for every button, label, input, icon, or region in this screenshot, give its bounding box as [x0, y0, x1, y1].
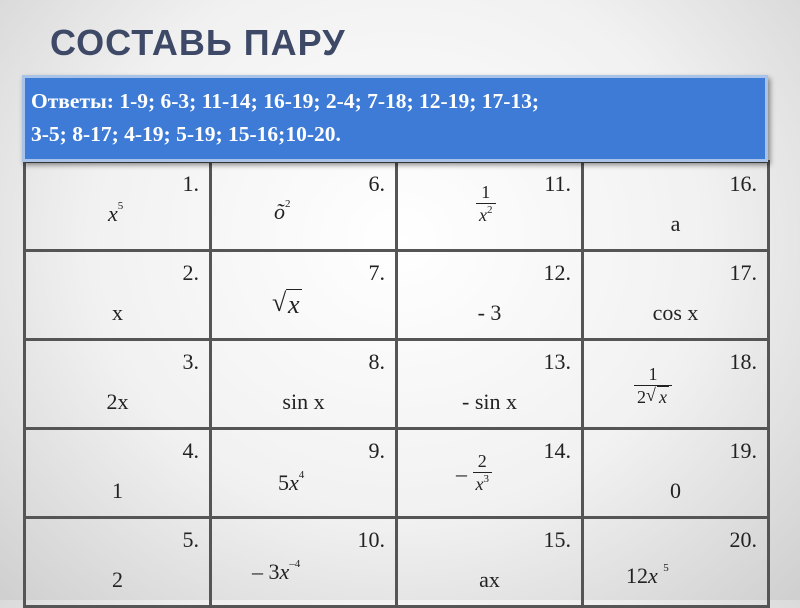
cell-value: a	[670, 211, 681, 236]
formula-o-tilde-squared: $õ^2$	[274, 198, 291, 224]
cell-value: ax	[479, 567, 500, 592]
cell-value: 1	[112, 478, 123, 503]
table-row	[25, 162, 769, 251]
table-cell	[211, 251, 397, 340]
formula-12x5: 12x $^5$	[626, 562, 669, 588]
table-cell	[397, 340, 583, 429]
table-cell	[583, 251, 769, 340]
formula-one-over-two-sqrt-x: 1 2 √ x	[634, 363, 672, 408]
cell-number: 17.	[729, 260, 757, 285]
formula-5x4: $5x^4$	[278, 469, 305, 495]
cell-number: 13.	[543, 349, 571, 374]
table-row	[25, 340, 769, 429]
table-cell	[397, 162, 583, 251]
cell-value: - 3	[477, 300, 502, 325]
cell-number: 11.	[544, 171, 571, 196]
cell-number: 8.	[368, 349, 385, 374]
table-cell	[397, 251, 583, 340]
formula-x5: $x^5$	[108, 200, 124, 226]
table-cell	[25, 251, 211, 340]
formula-minus-two-over-x-cubed: – $\frac{2}{x^3}$	[456, 450, 492, 498]
cell-value: sin x	[282, 389, 325, 414]
cell-value: 2	[112, 567, 123, 592]
table-cell	[25, 518, 211, 607]
cell-number: 16.	[729, 171, 757, 196]
cell-number: 19.	[729, 438, 757, 463]
cell-number: 10.	[357, 527, 385, 552]
formula-minus-3x-minus4: – $3x^{-4}$	[252, 558, 301, 584]
cell-number: 9.	[368, 438, 385, 463]
cell-number: 18.	[729, 349, 757, 374]
table-cell	[25, 340, 211, 429]
table-row	[25, 251, 769, 340]
table-cell	[583, 429, 769, 518]
table-cell	[583, 162, 769, 251]
formula-sqrt-x: √ x	[272, 288, 300, 319]
table-cell	[211, 518, 397, 607]
cell-value: 0	[670, 478, 681, 503]
cell-number: 14.	[543, 438, 571, 463]
cell-value: 2x	[106, 389, 129, 414]
cell-number: 3.	[182, 349, 199, 374]
cell-number: 2.	[182, 260, 199, 285]
cell-number: 7.	[368, 260, 385, 285]
table-cell	[397, 518, 583, 607]
cell-value: - sin x	[462, 389, 517, 414]
table-cell	[211, 340, 397, 429]
pairs-table	[23, 160, 770, 608]
formula-one-over-x-squared: $\frac{1}{x^2}$	[476, 181, 496, 229]
cell-number: 12.	[543, 260, 571, 285]
cell-number: 4.	[182, 438, 199, 463]
cell-number: 5.	[182, 527, 199, 552]
table-cell	[211, 429, 397, 518]
cell-number: 15.	[543, 527, 571, 552]
cell-number: 20.	[729, 527, 757, 552]
slide-title: СОСТАВЬ ПАРУ	[50, 22, 346, 63]
table-row	[25, 518, 769, 607]
answers-line-1: Ответы: 1-9; 6-3; 11-14; 16-19; 2-4; 7-18; 12-19; 17-13;	[31, 89, 540, 113]
cell-number: 6.	[368, 171, 385, 196]
answers-box	[22, 75, 768, 162]
table-cell	[583, 340, 769, 429]
table-row	[25, 429, 769, 518]
cell-value: cos x	[652, 300, 699, 325]
cell-value: x	[112, 300, 123, 325]
table-cell	[397, 429, 583, 518]
table-cell	[583, 518, 769, 607]
answers-line-2: 3-5; 8-17; 4-19; 5-19; 15-16;10-20.	[31, 122, 341, 146]
cell-number: 1.	[182, 171, 199, 196]
table-cell	[211, 162, 397, 251]
table-cell	[25, 162, 211, 251]
table-cell	[25, 429, 211, 518]
